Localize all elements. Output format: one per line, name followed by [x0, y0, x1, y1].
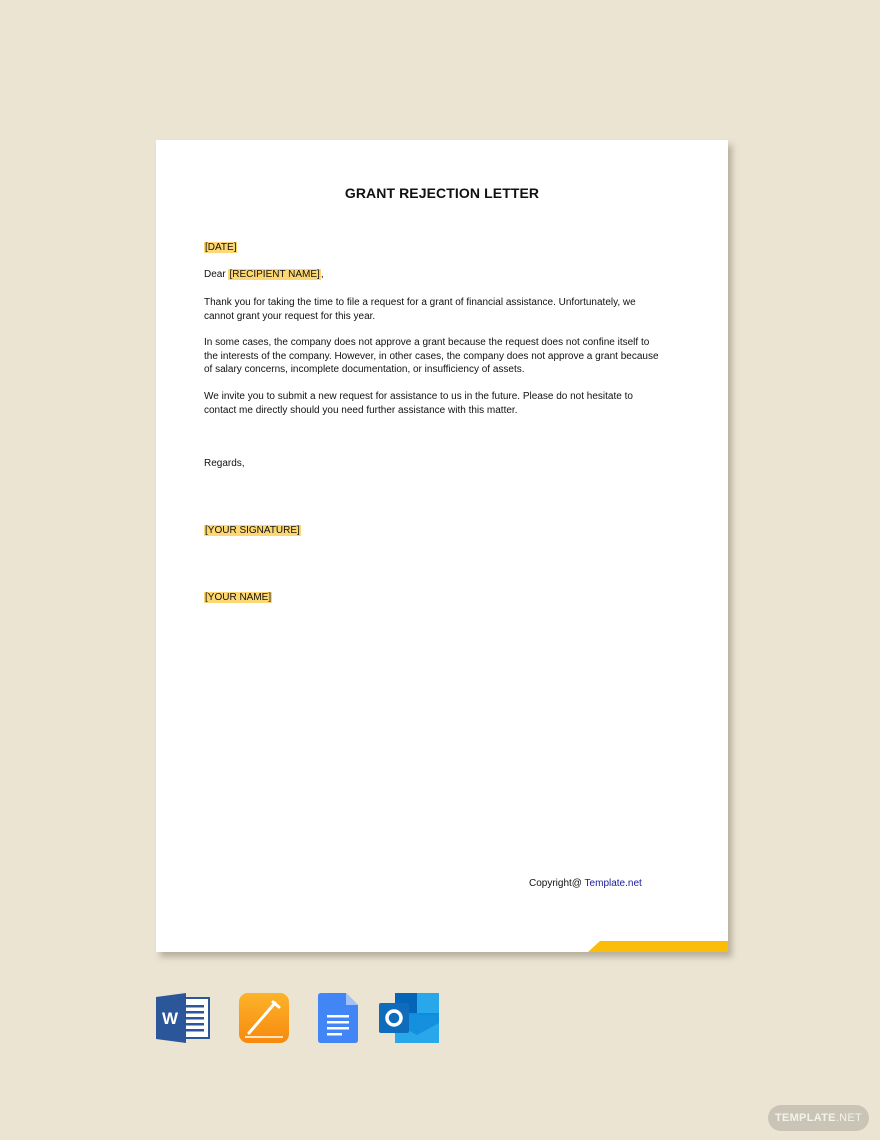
microsoft-outlook-icon[interactable] — [379, 993, 439, 1048]
apple-pages-icon[interactable] — [239, 993, 289, 1048]
name-placeholder[interactable]: [YOUR NAME] — [205, 592, 272, 603]
salutation-suffix: , — [320, 269, 324, 280]
copyright-link[interactable]: Template.net — [584, 878, 642, 889]
recipient-placeholder[interactable]: [RECIPIENT NAME] — [229, 269, 320, 280]
accent-bar — [588, 941, 728, 952]
svg-text:W: W — [161, 1009, 179, 1028]
date-line — [204, 241, 664, 255]
paragraph-2: In some cases, the company does not approve a grant because the request does not confine itself to the interests of the company. However, in other cases, the company does not approve a grant because of salary concerns, incomplete documentation, or insufficiency of assets. — [204, 337, 659, 375]
microsoft-word-icon[interactable] — [156, 993, 210, 1048]
document-title: GRANT REJECTION LETTER — [344, 185, 540, 201]
paragraph-3: We invite you to submit a new request for assistance to us in the future. Please do not hesitate to contact me directly should you need further assistance with this matter. — [204, 391, 633, 416]
signature-placeholder[interactable]: [YOUR SIGNATURE] — [205, 525, 300, 536]
salutation-prefix: Dear — [204, 269, 229, 280]
date-placeholder[interactable]: [DATE] — [205, 242, 237, 253]
name-line — [204, 591, 664, 605]
copyright-prefix: Copyright@ — [529, 878, 585, 889]
google-docs-icon[interactable] — [318, 993, 358, 1048]
salutation — [204, 268, 664, 282]
closing: Regards, — [204, 458, 245, 469]
watermark-thin: .NET — [835, 1112, 863, 1124]
copyright — [529, 878, 642, 889]
letter-page — [156, 140, 728, 952]
signature-line — [204, 524, 664, 538]
template-net-watermark[interactable] — [768, 1105, 869, 1131]
watermark-bold: TEMPLATE — [774, 1112, 836, 1124]
paragraph-1: Thank you for taking the time to file a request for a grant of financial assistance. Unfortunately, we cannot grant your request for this year. — [204, 297, 636, 322]
